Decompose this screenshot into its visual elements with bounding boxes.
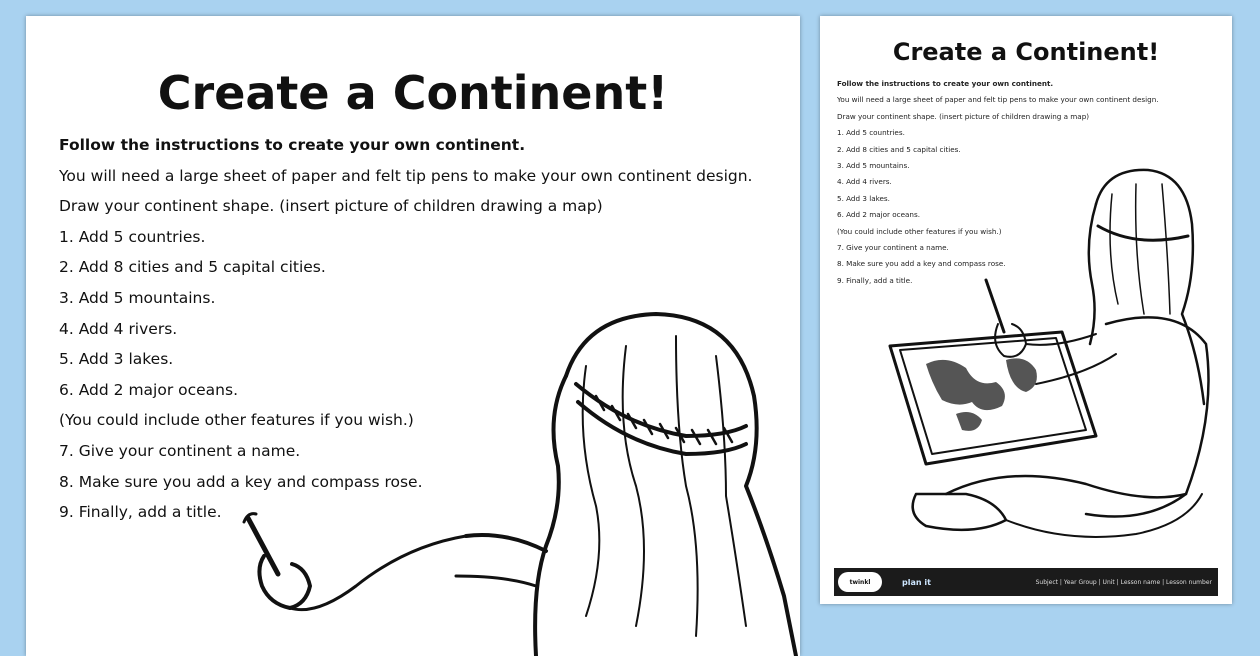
instruction-line: You will need a large sheet of paper and felt tip pens to make your own continent design. — [59, 166, 753, 185]
instruction-step: 7. Give your continent a name. — [59, 441, 301, 460]
page-title: Create a Continent! — [157, 66, 669, 120]
instruction-intro: Follow the instructions to create your own continent. — [837, 79, 1054, 88]
instruction-step: 8. Make sure you add a key and compass rose. — [837, 259, 1006, 269]
instruction-note: (You could include other features if you wish.) — [59, 411, 414, 430]
plan-it-label: plan it — [902, 577, 931, 587]
instruction-line: You will need a large sheet of paper and felt tip pens to make your own continent design. — [837, 95, 1159, 105]
instruction-step: 1. Add 5 countries. — [59, 227, 206, 246]
instruction-step: 1. Add 5 countries. — [837, 128, 905, 138]
instruction-step: 6. Add 2 major oceans. — [59, 380, 238, 399]
twinkl-logo: twinkl — [838, 572, 882, 592]
girl-drawing-illustration — [206, 286, 800, 656]
instruction-step: 5. Add 3 lakes. — [59, 350, 174, 369]
page-title: Create a Continent! — [892, 38, 1160, 66]
instruction-intro: Follow the instructions to create your own continent. — [59, 136, 526, 154]
instruction-line: Draw your continent shape. (insert picture of children drawing a map) — [837, 111, 1090, 121]
worksheet-footer — [834, 568, 1218, 596]
footer-meta: Subject | Year Group | Unit | Lesson name | Lesson number — [1035, 578, 1212, 586]
instruction-step: 7. Give your continent a name. — [837, 243, 949, 253]
worksheet-page-full — [820, 16, 1232, 604]
instruction-step: 2. Add 8 cities and 5 capital cities. — [837, 144, 961, 154]
instruction-step: 6. Add 2 major oceans. — [837, 210, 920, 220]
instruction-step: 2. Add 8 cities and 5 capital cities. — [59, 258, 326, 277]
instruction-step: 9. Finally, add a title. — [59, 503, 222, 522]
girl-drawing-illustration — [886, 164, 1226, 564]
instruction-step: 4. Add 4 rivers. — [837, 177, 892, 187]
instruction-step: 3. Add 5 mountains. — [59, 288, 216, 307]
instruction-step: 5. Add 3 lakes. — [837, 193, 890, 203]
worksheet-page-zoomed — [26, 16, 800, 656]
instruction-step: 8. Make sure you add a key and compass rose. — [59, 472, 423, 491]
instruction-step: 9. Finally, add a title. — [837, 275, 913, 285]
instruction-note: (You could include other features if you wish.) — [837, 226, 1002, 236]
instruction-step: 4. Add 4 rivers. — [59, 319, 178, 338]
instruction-line: Draw your continent shape. (insert picture of children drawing a map) — [59, 197, 603, 216]
instruction-step: 3. Add 5 mountains. — [837, 161, 910, 171]
